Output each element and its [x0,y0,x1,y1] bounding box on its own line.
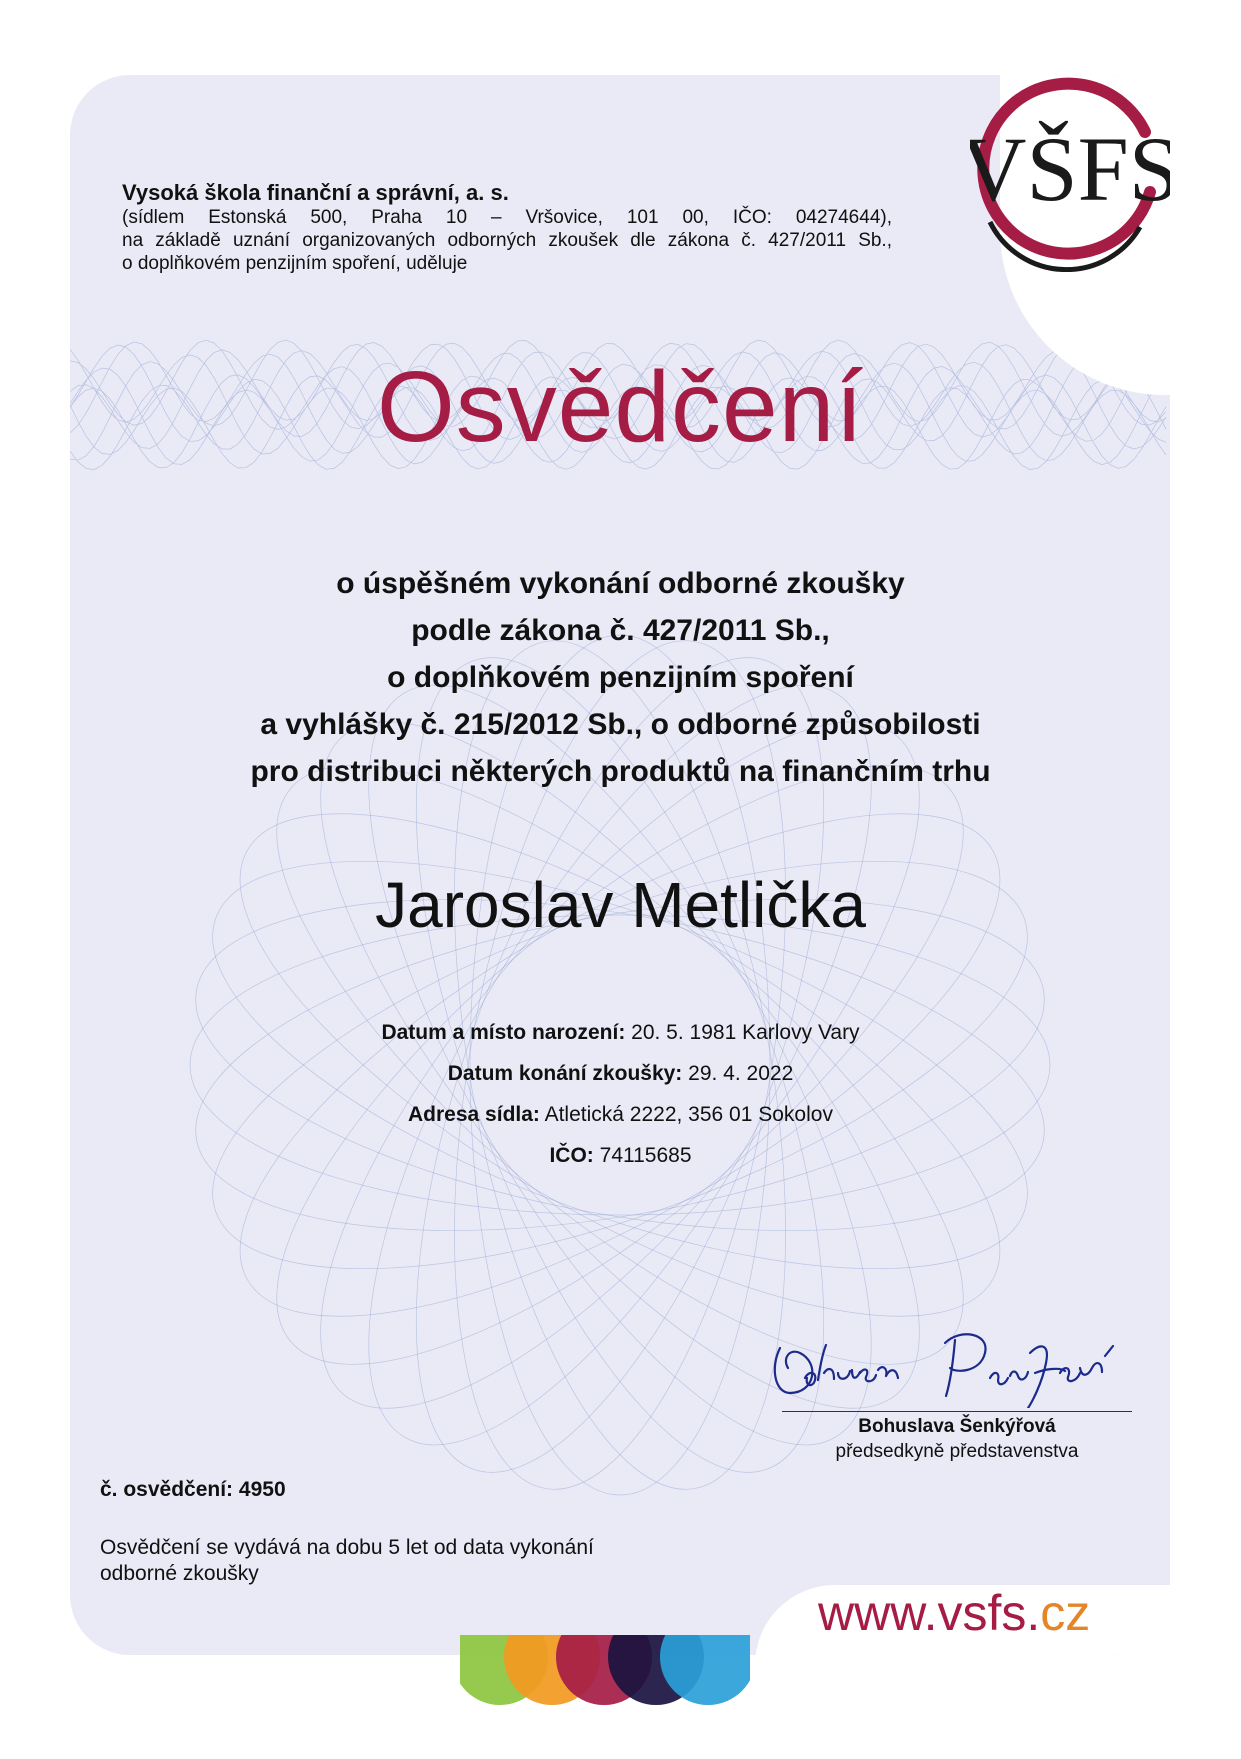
website-tld: cz [1040,1585,1091,1641]
certificate-title: Osvědčení [376,351,865,463]
signer-name: Bohuslava Šenkýřová [858,1416,1056,1437]
issuer-name: Vysoká škola finanční a správní, a. s. [122,180,509,205]
vsfs-logo [970,72,1170,272]
certificate-number-label: č. osvědčení: [100,1478,234,1501]
detail-label: Datum a místo narození: [381,1021,626,1044]
issuer-block [122,180,892,275]
detail-value: 29. 4. 2022 [688,1062,794,1085]
detail-label: IČO: [549,1144,594,1167]
handwritten-signature [760,1318,1160,1408]
certificate-subtitle [0,560,1241,795]
validity-line: Osvědčení se vydává na dobu 5 let od data vykonání [100,1536,594,1559]
subtitle-line: podle zákona č. 427/2011 Sb., [411,614,830,647]
issuer-grant: o doplňkovém penzijním spoření, uděluje [122,253,468,274]
detail-value: 74115685 [599,1144,692,1167]
brand-circles [460,1635,750,1754]
detail-value: 20. 5. 1981 Karlovy Vary [631,1021,860,1044]
subtitle-line: pro distribuci některých produktů na finančním trhu [250,755,991,788]
validity-line: odborné zkoušky [100,1562,259,1585]
website-main: www.vsfs. [818,1585,1041,1641]
signature-line [782,1411,1132,1412]
svg-text:VŠFS: VŠFS [970,118,1170,220]
subtitle-line: o doplňkovém penzijním spoření [387,661,854,694]
website-url [818,1584,1090,1642]
issuer-legal-basis: na základě uznání organizovaných odborných zkoušek dle zákona č. 427/2011 Sb., [122,230,892,251]
signer-role: předsedkyně představenstva [835,1441,1079,1462]
detail-value: Atletická 2222, 356 01 Sokolov [544,1103,833,1126]
detail-row-exam-date [0,1053,1241,1094]
detail-label: Adresa sídla: [408,1103,540,1126]
recipient-details [0,1012,1241,1176]
detail-row-birth [0,1012,1241,1053]
detail-row-address [0,1094,1241,1135]
validity-note [100,1535,700,1587]
certificate-number-value: 4950 [238,1478,286,1501]
signer-block [782,1414,1132,1464]
recipient-name: Jaroslav Metlička [375,869,866,941]
detail-label: Datum konání zkoušky: [447,1062,683,1085]
issuer-address: (sídlem Estonská 500, Praha 10 – Vršovice, 101 00, IČO: 04274644), [122,207,892,228]
detail-row-ico [0,1135,1241,1176]
subtitle-line: o úspěšném vykonání odborné zkoušky [336,567,905,600]
subtitle-line: a vyhlášky č. 215/2012 Sb., o odborné způsobilosti [260,708,981,741]
certificate-number [100,1478,286,1502]
